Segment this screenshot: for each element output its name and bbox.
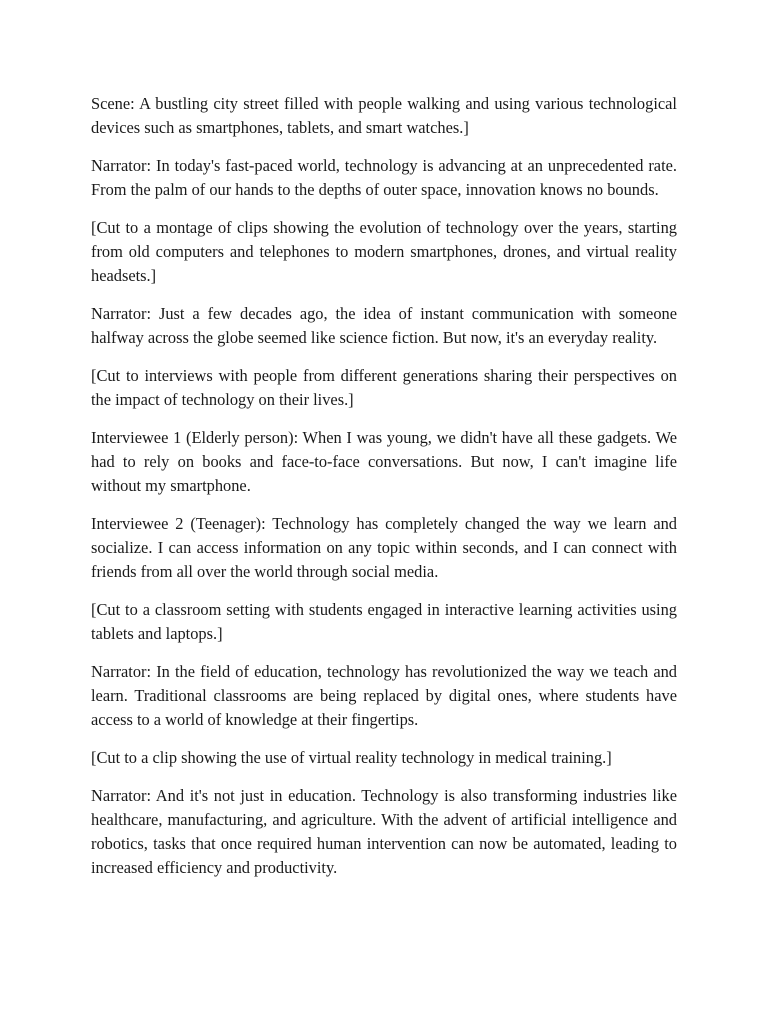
narrator-paragraph: Narrator: And it's not just in education. Technology is also transforming industries like healthcare, manufacturing, and agriculture. With the advent of artificial intelligence and robotics, tasks that once required human intervention can now be automated, leading to increased efficiency and productivity. bbox=[91, 786, 677, 877]
document-body bbox=[91, 92, 677, 894]
stage-direction-paragraph: [Cut to a classroom setting with students engaged in interactive learning activities using tablets and laptops.] bbox=[91, 600, 677, 643]
stage-direction-paragraph: [Cut to a clip showing the use of virtual reality technology in medical training.] bbox=[91, 748, 612, 767]
stage-direction-paragraph: [Cut to interviews with people from different generations sharing their perspectives on the impact of technology on their lives.] bbox=[91, 366, 677, 409]
interviewee-paragraph: Interviewee 2 (Teenager): Technology has completely changed the way we learn and socialize. I can access information on any topic within seconds, and I can connect with friends from all over the world through social media. bbox=[91, 514, 677, 581]
narrator-paragraph: Narrator: In the field of education, technology has revolutionized the way we teach and learn. Traditional classrooms are being replaced by digital ones, where students have access to a world of knowledge at their fingertips. bbox=[91, 662, 677, 729]
scene-paragraph: Scene: A bustling city street filled with people walking and using various technological devices such as smartphones, tablets, and smart watches.] bbox=[91, 94, 677, 137]
stage-direction-paragraph: [Cut to a montage of clips showing the evolution of technology over the years, starting from old computers and telephones to modern smartphones, drones, and virtual reality headsets.] bbox=[91, 218, 677, 285]
interviewee-paragraph: Interviewee 1 (Elderly person): When I was young, we didn't have all these gadgets. We had to rely on books and face-to-face conversations. But now, I can't imagine life without my smartphone. bbox=[91, 428, 677, 495]
narrator-paragraph: Narrator: Just a few decades ago, the idea of instant communication with someone halfway across the globe seemed like science fiction. But now, it's an everyday reality. bbox=[91, 304, 677, 347]
narrator-paragraph: Narrator: In today's fast-paced world, technology is advancing at an unprecedented rate. From the palm of our hands to the depths of outer space, innovation knows no bounds. bbox=[91, 156, 677, 199]
